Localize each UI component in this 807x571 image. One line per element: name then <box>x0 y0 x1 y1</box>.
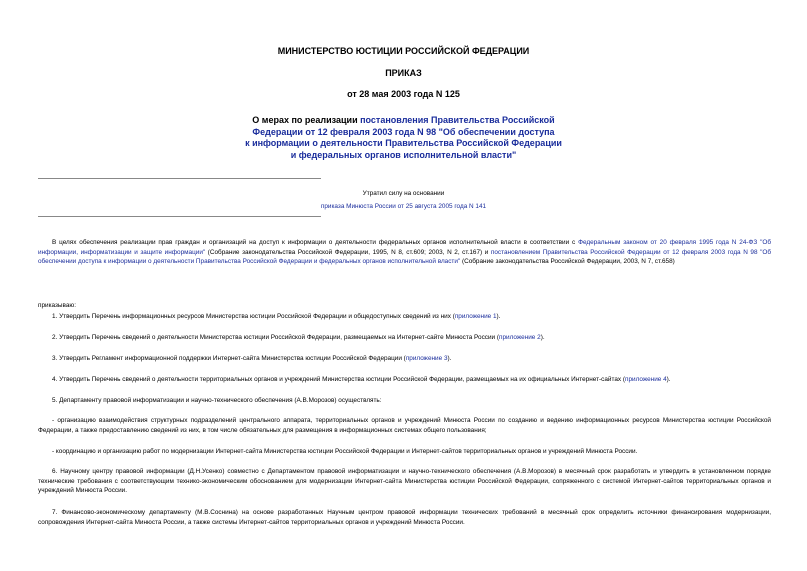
preamble-text-1: В целях обеспечения реализации прав граждан и организаций на доступ к информации о деятельности федеральных органов исполнительной власти в соответствии с <box>52 239 579 246</box>
item-1-end: ). <box>496 313 501 320</box>
repeal-order-link[interactable]: приказа Минюста России от 25 августа 2005 года N 141 <box>320 203 487 210</box>
item-3-text: 3. Утвердить Регламент информационной поддержки Интернет-сайта Министерства юстиции Российской Федерации ( <box>52 355 406 362</box>
doc-date-number: от 28 мая 2003 года N 125 <box>347 89 460 99</box>
item-3-end: ). <box>447 355 452 362</box>
item-6: 6. Научному центру правовой информации (Д.Н.Усенко) совместно с Департаментом правовой информатизации и научно-технического обеспечения (А.В.Морозов) в месячный срок разработать и утвердить в установленном порядке технические требования с соответствующим технико-экономическим обоснованием для модернизации Интернет-сайта Министерства юстиции Российской Федерации, сопряженного с системой Интернет-сайтов территориальных органов и учреждений Минюста России. <box>38 468 771 495</box>
item-4 <box>38 375 771 385</box>
divider-top <box>38 178 321 179</box>
item-2-end: ). <box>540 334 545 341</box>
title-prefix: О мерах по реализации <box>252 115 361 125</box>
preamble-text-3: (Собрание законодательства Российской Федерации, 2003, N 7, ст.658) <box>460 258 675 266</box>
item-4-end: ). <box>666 376 671 383</box>
preamble-paragraph <box>38 238 771 267</box>
divider-bottom <box>38 216 321 217</box>
status-note: Утратил силу на основании <box>362 190 445 197</box>
federal-law-link[interactable]: Федеральным законом от 20 февраля 1995 года N 24-ФЗ "Об информации, информатизации и защите информации" <box>38 239 771 256</box>
appendix-4-link[interactable]: приложение 4 <box>624 376 667 383</box>
document-title <box>0 115 807 161</box>
title-decree-link-3[interactable]: к информации о деятельности Правительства Российской Федерации <box>245 138 562 148</box>
title-decree-link-4[interactable]: и федеральных органов исполнительной власти" <box>290 149 517 160</box>
appendix-1-link[interactable]: приложение 1 <box>454 313 497 320</box>
item-2 <box>38 333 771 343</box>
item-2-text: 2. Утвердить Перечень сведений о деятельности Министерства юстиции Российской Федерации, размещаемых на Интернет-сайте Минюста России ( <box>52 334 500 341</box>
order-word: приказываю: <box>38 302 76 309</box>
item-1-text: 1. Утвердить Перечень информационных ресурсов Министерства юстиции Российской Федерации и общедоступных сведений из них ( <box>52 313 455 320</box>
item-5-subitem-b: - координацию и организацию работ по модернизации Интернет-сайта Министерства юстиции Российской Федерации и Интернет-сайтов территориальных органов и учреждений Минюста России. <box>52 448 638 455</box>
status-note-link-row <box>0 203 807 210</box>
item-1 <box>38 312 771 322</box>
appendix-3-link[interactable]: приложение 3 <box>405 355 448 362</box>
government-decree-link[interactable]: постановлением Правительства Российской Федерации от 12 февраля 2003 года N 98 "Об обеспечении доступа к информации о деятельности Правительства Российской Федерации и федеральных органов исполнительной власти" <box>38 248 771 266</box>
item-5: 5. Департаменту правовой информатизации и научно-технического обеспечения (А.В.Морозов) осуществлять: <box>52 397 382 404</box>
preamble-text-2: (Собрание законодательства Российской Федерации, 1995, N 8, ст.609; 2003, N 2, ст.167) и <box>205 248 491 256</box>
item-4-text: 4. Утвердить Перечень сведений о деятельности территориальных органов и учреждений Министерства юстиции Российской Федерации, размещаемых на их официальных Интернет-сайтах ( <box>52 376 625 383</box>
title-decree-link-1[interactable]: постановления Правительства Российской <box>360 115 555 125</box>
title-decree-link-2[interactable]: Федерации от 12 февраля 2003 года N 98 "Об обеспечении доступа <box>252 126 555 137</box>
item-5-subitem-a: - организацию взаимодействия структурных подразделений центрального аппарата, территориальных органов и учреждений Минюста России по созданию и ведению информационных ресурсов Министерства юстиции Российской Федерации, а также предоставлению сведений из них, в том числе обязательных для размещения в информационных системах общего пользования; <box>38 417 771 434</box>
appendix-2-link[interactable]: приложение 2 <box>499 334 541 341</box>
item-3 <box>38 354 771 364</box>
item-7: 7. Финансово-экономическому департаменту (М.В.Соснина) на основе разработанных Научным центром правовой информации технических требований в месячный срок определить источники финансирования модернизации, сопровождения Интернет-сайта Минюста России, а также системы Интернет-сайтов территориальных органов и учреждений Минюста России. <box>38 509 771 526</box>
doc-type-heading: ПРИКАЗ <box>385 68 422 78</box>
ministry-heading: МИНИСТЕРСТВО ЮСТИЦИИ РОССИЙСКОЙ ФЕДЕРАЦИИ <box>277 46 530 56</box>
